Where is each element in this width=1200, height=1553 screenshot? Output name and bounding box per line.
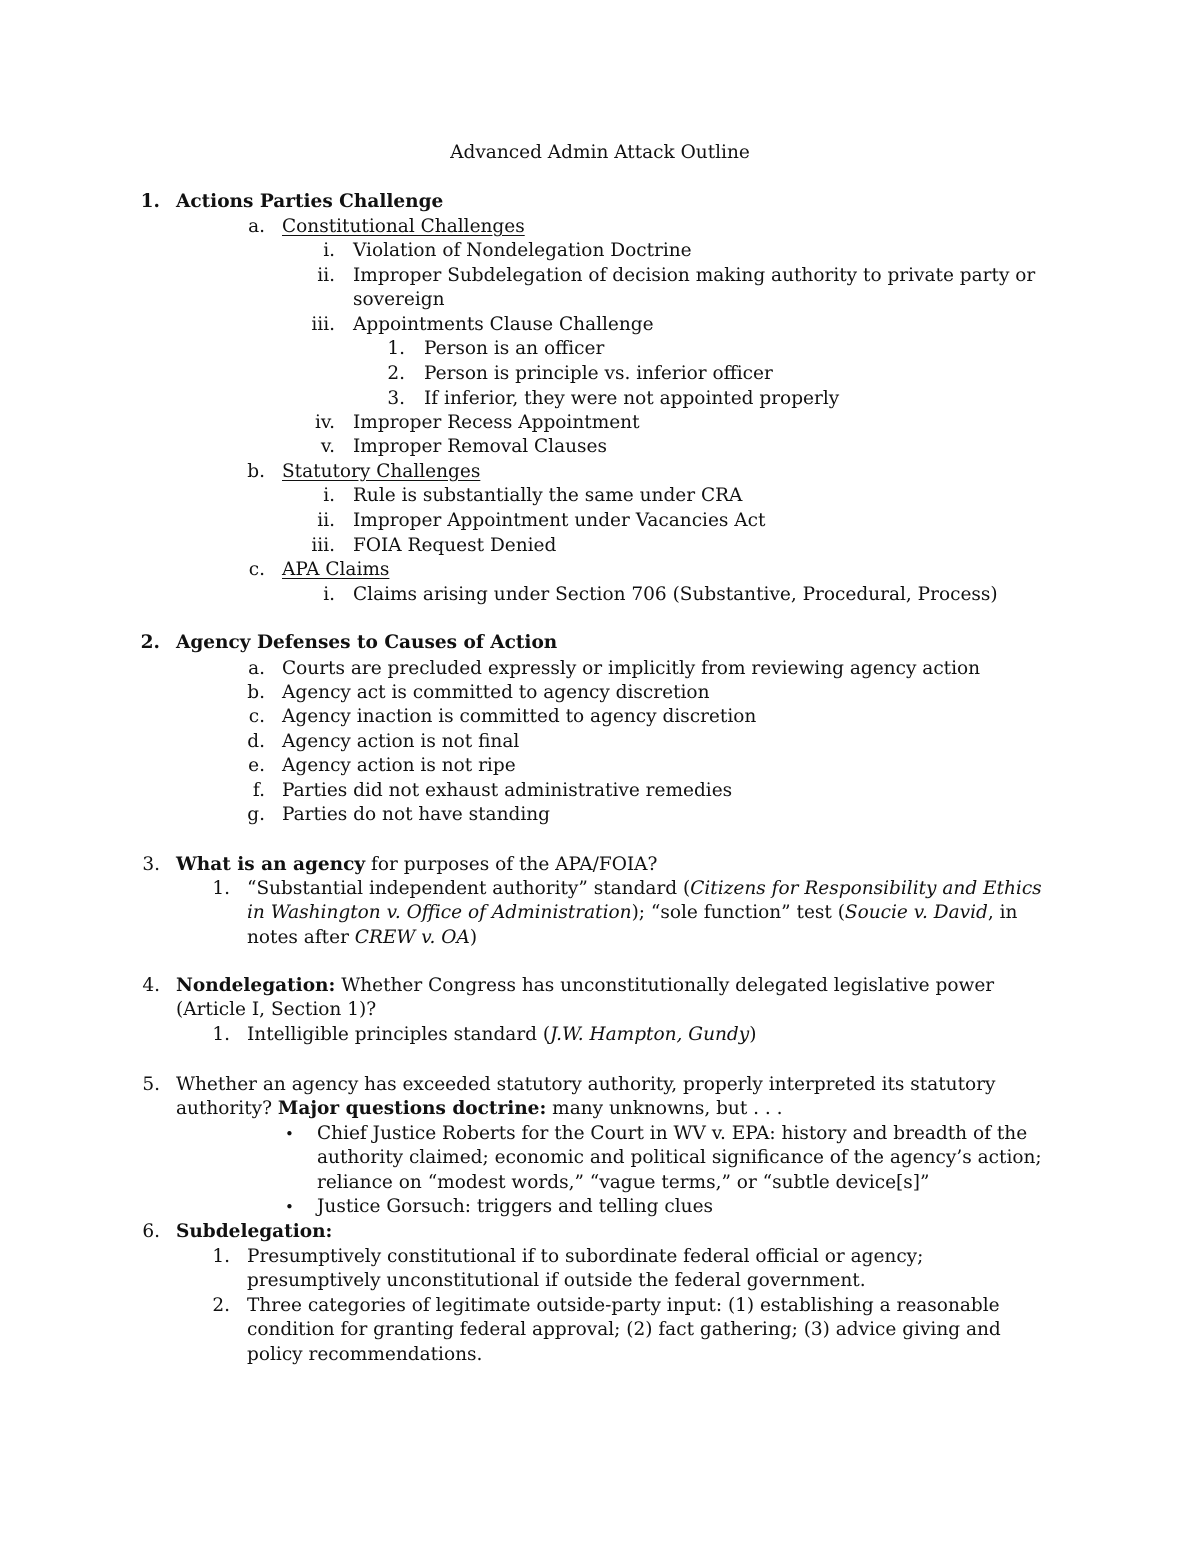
list-item: Person is an officer xyxy=(424,338,605,359)
list-item-continuation: presumptively unconstitutional if outside the federal government. xyxy=(247,1270,866,1291)
list-item: Courts are precluded expressly or implicitly from reviewing agency action xyxy=(282,658,981,679)
case-name: CREW v. OA xyxy=(354,927,470,948)
section-heading: Agency Defenses to Causes of Action xyxy=(176,632,558,653)
list-marker: 1. xyxy=(212,1246,230,1267)
list-item: If inferior, they were not appointed properly xyxy=(424,388,840,409)
list-item: Agency act is committed to agency discretion xyxy=(282,682,710,703)
text-span: Intelligible principles standard ( xyxy=(247,1024,551,1045)
list-marker: v. xyxy=(320,436,335,457)
bullet-icon: • xyxy=(285,1125,294,1143)
section-line xyxy=(176,853,657,878)
list-item: Improper Recess Appointment xyxy=(353,412,640,433)
list-marker: 3. xyxy=(387,388,405,409)
bullet-item: Justice Gorsuch: triggers and telling clues xyxy=(317,1196,714,1217)
list-marker: 1. xyxy=(212,878,230,899)
section-line xyxy=(176,1097,783,1122)
case-name: in Washington v. Office of Administration xyxy=(247,902,632,923)
text-span: , in xyxy=(987,902,1018,923)
text-span: ) xyxy=(749,1024,757,1045)
list-item-line xyxy=(247,877,1042,902)
list-marker: 2. xyxy=(387,363,405,384)
text-span: “Substantial independent authority” standard ( xyxy=(247,878,691,899)
section-heading: What is an agency xyxy=(176,854,366,875)
subheading-constitutional-challenges: Constitutional Challenges xyxy=(282,216,525,237)
section-heading: Nondelegation: xyxy=(176,975,336,996)
list-marker: e. xyxy=(248,755,265,776)
list-marker: g. xyxy=(247,804,265,825)
list-marker: 1. xyxy=(212,1024,230,1045)
list-marker: f. xyxy=(252,780,265,801)
list-marker: i. xyxy=(323,584,335,605)
list-marker: iii. xyxy=(311,535,335,556)
list-marker: i. xyxy=(323,485,335,506)
subheading-statutory-challenges: Statutory Challenges xyxy=(282,461,481,482)
list-item: Parties did not exhaust administrative remedies xyxy=(282,780,733,801)
bullet-item: Chief Justice Roberts for the Court in WV v. EPA: history and breadth of the xyxy=(317,1123,1028,1144)
bullet-item-continuation: reliance on “modest words,” “vague terms,” or “subtle device[s]” xyxy=(317,1172,930,1193)
section-number: 3. xyxy=(142,854,160,875)
section-number: 5. xyxy=(142,1074,160,1095)
section-heading: Major questions doctrine: xyxy=(277,1098,547,1119)
list-item-continuation: policy recommendations. xyxy=(247,1344,483,1365)
list-marker: a. xyxy=(248,658,265,679)
list-item: Parties do not have standing xyxy=(282,804,551,825)
case-name: J.W. Hampton, Gundy xyxy=(550,1024,750,1045)
list-marker: iv. xyxy=(314,412,335,433)
list-item-line xyxy=(247,1023,756,1048)
list-item: Person is principle vs. inferior officer xyxy=(424,363,773,384)
list-marker: 2. xyxy=(212,1295,230,1316)
section-number: 4. xyxy=(142,975,160,996)
section-text: for purposes of the APA/FOIA? xyxy=(365,854,658,875)
subheading-apa-claims: APA Claims xyxy=(282,559,390,580)
list-marker: a. xyxy=(248,216,265,237)
section-text: Whether Congress has unconstitutionally delegated legislative power xyxy=(335,975,995,996)
case-name: Citizens for Responsibility and Ethics xyxy=(690,878,1042,899)
list-marker: ii. xyxy=(317,265,335,286)
section-text: (Article I, Section 1)? xyxy=(176,999,377,1020)
list-item: FOIA Request Denied xyxy=(353,535,557,556)
list-item: Agency action is not final xyxy=(282,731,520,752)
text-span: ) xyxy=(469,927,478,948)
list-marker: iii. xyxy=(311,314,335,335)
list-item: Claims arising under Section 706 (Substantive, Procedural, Process) xyxy=(353,584,998,605)
text-span: authority? xyxy=(176,1098,278,1119)
section-line xyxy=(176,974,994,999)
list-item: Rule is substantially the same under CRA xyxy=(353,485,743,506)
list-marker: b. xyxy=(247,461,265,482)
list-item: Agency action is not ripe xyxy=(282,755,516,776)
list-item: Three categories of legitimate outside-party input: (1) establishing a reasonable xyxy=(247,1295,1000,1316)
section-heading: Actions Parties Challenge xyxy=(176,191,444,212)
list-marker: ii. xyxy=(317,510,335,531)
list-marker: c. xyxy=(248,559,265,580)
list-item-line xyxy=(247,926,477,951)
list-marker: d. xyxy=(247,731,265,752)
section-number: 6. xyxy=(142,1221,160,1242)
list-item: Improper Removal Clauses xyxy=(353,436,607,457)
list-item-continuation: sovereign xyxy=(353,289,445,310)
section-text: Whether an agency has exceeded statutory authority, properly interpreted its statutory xyxy=(176,1074,996,1095)
list-item-line xyxy=(247,901,1017,926)
list-marker: c. xyxy=(248,706,265,727)
list-item: Improper Appointment under Vacancies Act xyxy=(353,510,766,531)
list-marker: b. xyxy=(247,682,265,703)
text-span: ); “sole function” test ( xyxy=(631,902,845,923)
list-item: Improper Subdelegation of decision making authority to private party or xyxy=(353,265,1036,286)
section-heading: Subdelegation: xyxy=(176,1221,333,1242)
list-item: Presumptively constitutional if to subordinate federal official or agency; xyxy=(247,1246,924,1267)
bullet-icon: • xyxy=(285,1198,294,1216)
list-item: Agency inaction is committed to agency discretion xyxy=(282,706,757,727)
case-name: Soucie v. David xyxy=(844,902,988,923)
bullet-item-continuation: authority claimed; economic and political significance of the agency’s action; xyxy=(317,1147,1042,1168)
section-number: 2. xyxy=(140,632,160,653)
text-span: notes after xyxy=(247,927,355,948)
list-item: Appointments Clause Challenge xyxy=(353,314,654,335)
section-number: 1. xyxy=(140,191,160,212)
document-title: Advanced Admin Attack Outline xyxy=(450,142,750,163)
list-marker: 1. xyxy=(387,338,405,359)
text-span: many unknowns, but . . . xyxy=(546,1098,783,1119)
list-item: Violation of Nondelegation Doctrine xyxy=(353,240,692,261)
list-marker: i. xyxy=(323,240,335,261)
list-item-continuation: condition for granting federal approval; (2) fact gathering; (3) advice giving and xyxy=(247,1319,1001,1340)
